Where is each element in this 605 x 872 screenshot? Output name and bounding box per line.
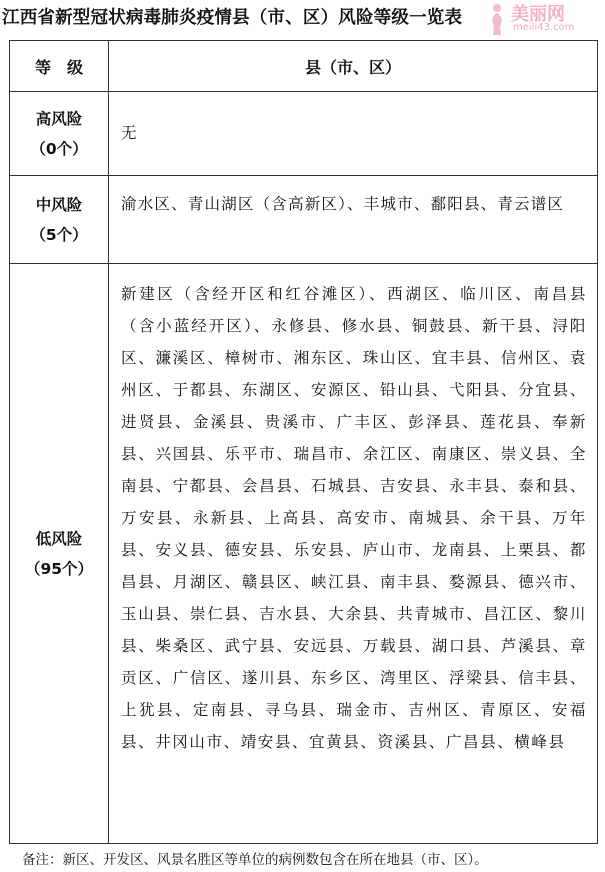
level-count: （5个） xyxy=(30,225,88,244)
table-row xyxy=(10,176,598,264)
level-label: 低风险 xyxy=(35,529,83,548)
watermark xyxy=(481,0,601,40)
table-row xyxy=(10,264,598,844)
level-cell xyxy=(10,264,109,844)
header-counties: 县（市、区） xyxy=(109,41,598,92)
level-cell xyxy=(10,176,109,264)
county-list: 渝水区、青山湖区（含高新区）、丰城市、鄱阳县、青云谱区 xyxy=(109,176,598,264)
level-label: 中风险 xyxy=(35,195,83,214)
table-row xyxy=(10,92,598,176)
watermark-brand: 美丽网 xyxy=(511,4,565,25)
county-list: 无 xyxy=(109,92,598,176)
table-header-row xyxy=(10,41,598,92)
level-cell xyxy=(10,92,109,176)
page-title: 江西省新型冠状病毒肺炎疫情县（市、区）风险等级一览表 xyxy=(2,8,463,28)
woman-silhouette-icon xyxy=(485,2,509,36)
level-label: 高风险 xyxy=(35,109,83,128)
county-list: 新建区（含经开区和红谷滩区）、西湖区、临川区、南昌县（含小蓝经开区）、永修县、修水县、铜鼓县、新干县、浔阳区、濂溪区、樟树市、湘东区、珠山区、宜丰县、信州区、袁州区、于都县、东湖区、安源区、铅山县、弋阳县、分宜县、进贤县、金溪县、贵溪市、广丰区、彭泽县、莲花县、奉新县、兴国县、乐平市、瑞昌市、余江区、南康区、崇义县、全南县、宁都县、会昌县、石城县、吉安县、永丰县、泰和县、万安县、永新县、上高县、高安市、南城县、余干县、万年县、安义县、德安县、乐安县、庐山市、龙南县、上栗县、都昌县、月湖区、赣县区、峡江县、南丰县、婺源县、德兴市、玉山县、崇仁县、吉水县、大余县、共青城市、昌江区、黎川县、柴桑区、武宁县、安远县、万载县、湖口县、芦溪县、章贡区、广信区、遂川县、东乡区、湾里区、浮梁县、信丰县、上犹县、定南县、寻乌县、瑞金市、吉州区、青原区、安福县、井冈山市、靖安县、宜黄县、资溪县、广昌县、横峰县 xyxy=(109,264,598,844)
footnote: 备注：新区、开发区、风景名胜区等单位的病例数包含在所在地县（市、区）。 xyxy=(22,852,488,868)
risk-level-table xyxy=(9,40,598,844)
watermark-url: meili43.com xyxy=(513,22,575,33)
level-count: （95个） xyxy=(24,559,94,578)
level-count: （0个） xyxy=(30,139,88,158)
header-level: 等 级 xyxy=(10,41,109,92)
